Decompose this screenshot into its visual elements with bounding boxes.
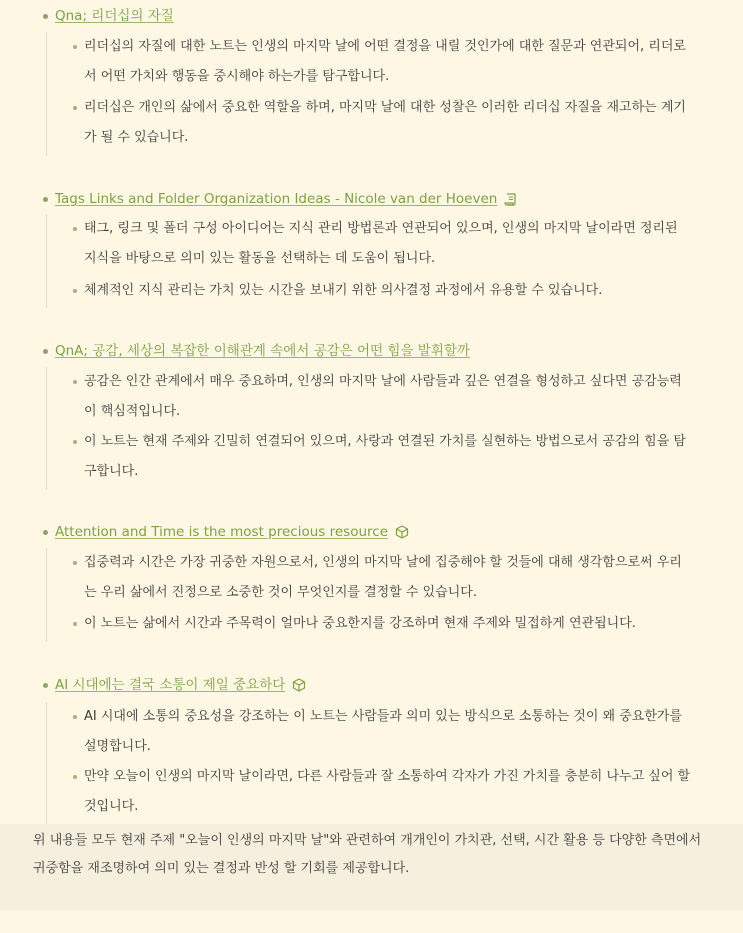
note-link[interactable]: Attention and Time is the most precious resource xyxy=(55,524,388,540)
indent-guide xyxy=(46,548,47,642)
bullet xyxy=(43,530,48,535)
bullet-text: 리더십의 자질에 대한 노트는 인생의 마지막 날에 어떤 결정을 내릴 것인가에 대한 질문과 연관되어, 리더로서 어떤 가치와 행동을 중시해야 하는가를 탐구합니다. xyxy=(84,39,686,84)
bullet-text: 리더십은 개인의 삶에서 중요한 역할을 하며, 마지막 날에 대한 성찰은 이러한 리더십 자질을 재고하는 계기가 될 수 있습니다. xyxy=(84,100,686,145)
list-item xyxy=(73,609,693,639)
bullet-text: AI 시대에 소통의 중요성을 강조하는 이 노트는 사람들과 의미 있는 방식으로 소통하는 것이 왜 중요한가를 설명합니다. xyxy=(84,709,683,754)
summary-text: 위 내용들 모두 현재 주제 "오늘이 인생의 마지막 날"와 관련하여 개개인이 가치관, 선택, 시간 활용 등 다양한 측면에서 귀중함을 재조명하여 의미 있는 결정과 반성 할 기회를 제공합니다. xyxy=(33,833,702,876)
indent-guide xyxy=(46,702,47,824)
cube-icon xyxy=(394,524,410,540)
list-item xyxy=(73,702,693,762)
bullet xyxy=(73,440,77,444)
list-item xyxy=(73,93,693,153)
note-link[interactable]: Tags Links and Folder Organization Ideas - Nicole van der Hoeven xyxy=(55,191,498,207)
bullet-text: 이 노트는 삶에서 시간과 주목력이 얼마나 중요한지를 강조하며 현재 주제와 밀접하게 연관됩니다. xyxy=(84,616,636,631)
bullet-text: 이 노트는 현재 주제와 긴밀히 연결되어 있으며, 사랑과 연결된 가치를 실현하는 방법으로서 공감의 힘을 탐구합니다. xyxy=(84,434,686,479)
bullet xyxy=(73,106,77,110)
list-item-ai-communication xyxy=(43,676,307,694)
list-item xyxy=(73,762,693,822)
list-item xyxy=(73,367,693,427)
list-item-attention-time xyxy=(43,523,410,541)
note-link[interactable]: AI 시대에는 결국 소통이 제일 중요하다 xyxy=(55,677,286,693)
indent-guide xyxy=(46,32,47,156)
bullet-text: 공감은 인간 관계에서 매우 중요하며, 인생의 마지막 날에 사람들과 깊은 연결을 형성하고 싶다면 공감능력이 핵심적입니다. xyxy=(84,374,682,419)
note-link[interactable]: QnA; 공감, 세상의 복잡한 이해관계 속에서 공감은 어떤 힘을 발휘할까 xyxy=(55,343,470,359)
bullet xyxy=(73,227,77,231)
bullet xyxy=(43,349,48,354)
list-item-qna-empathy xyxy=(43,342,470,360)
note-link[interactable]: Qna; 리더십의 자질 xyxy=(55,8,174,24)
bullet xyxy=(43,683,48,688)
list-item xyxy=(73,276,693,306)
indent-guide xyxy=(46,214,47,308)
summary-block xyxy=(0,824,743,910)
list-item xyxy=(73,32,693,92)
scroll-icon xyxy=(503,191,519,207)
indent-guide xyxy=(46,367,47,490)
bullet xyxy=(43,197,48,202)
bullet xyxy=(73,45,77,49)
list-item-qna-leadership xyxy=(43,7,174,25)
bullet-text: 만약 오늘이 인생의 마지막 날이라면, 다른 사람들과 잘 소통하여 각자가 가진 가치를 충분히 나누고 싶어 할 것입니다. xyxy=(84,769,691,814)
bullet-text: 태그, 링크 및 폴더 구성 아이디어는 지식 관리 방법론과 연관되어 있으며, 인생의 마지막 날이라면 정리된 지식을 바탕으로 의미 있는 활동을 선택하는 데 도움이 됩니다. xyxy=(84,221,678,266)
bullet-text: 집중력과 시간은 가장 귀중한 자원으로서, 인생의 마지막 날에 집중해야 할 것들에 대해 생각함으로써 우리는 우리 삶에서 진정으로 소중한 것이 무엇인지를 결정할 수 있습니다. xyxy=(84,555,682,600)
bullet xyxy=(43,14,48,19)
bullet xyxy=(73,715,77,719)
list-item-tags-links xyxy=(43,190,519,208)
bullet xyxy=(73,622,77,626)
bullet xyxy=(73,289,77,293)
bullet xyxy=(73,561,77,565)
cube-icon xyxy=(291,677,307,693)
list-item xyxy=(73,214,693,274)
list-item xyxy=(73,427,693,487)
bullet xyxy=(73,775,77,779)
bullet xyxy=(73,380,77,384)
bullet-text: 체계적인 지식 관리는 가치 있는 시간을 보내기 위한 의사결정 과정에서 유용할 수 있습니다. xyxy=(84,283,603,298)
list-item xyxy=(73,548,693,608)
